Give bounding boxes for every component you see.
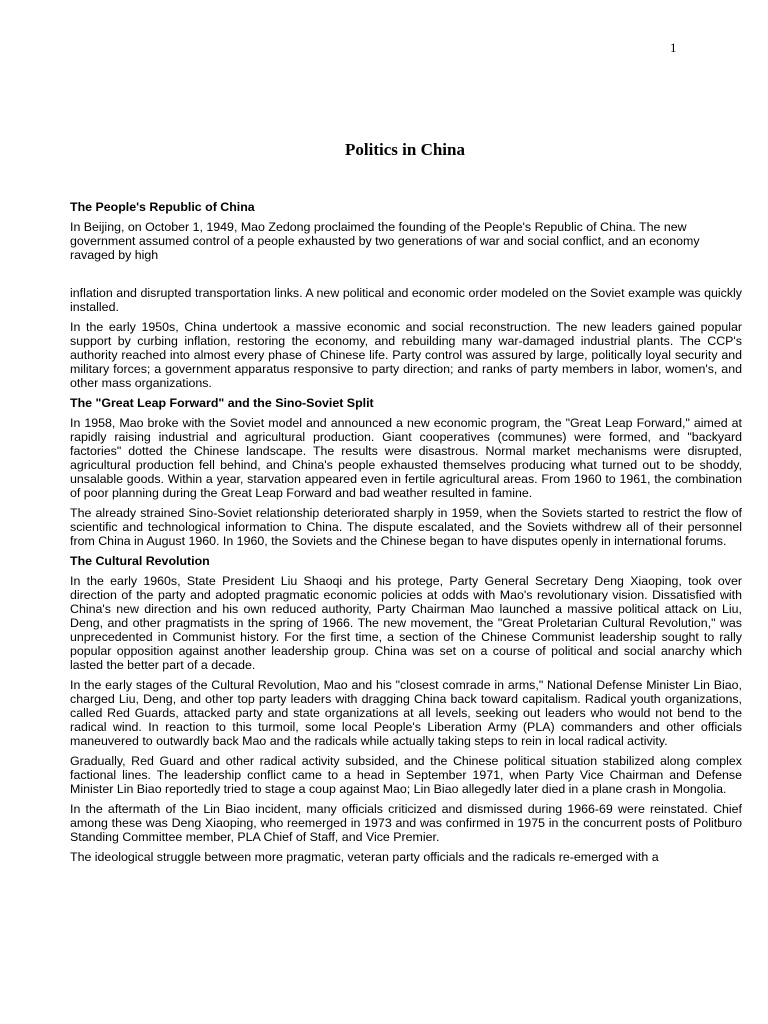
paragraph: The already strained Sino-Soviet relationship deteriorated sharply in 1959, when the Soviets started to restrict the flow of scientific and technological information to China. The dispute escalated, and the Soviets withdrew all of their personnel from China in August 1960. In 1960, the Soviets and the Chinese began to have disputes openly in international forums. [70, 506, 742, 548]
paragraph: The ideological struggle between more pragmatic, veteran party officials and the radicals re-emerged with a [70, 850, 659, 864]
document-body [70, 200, 742, 870]
paragraph: In Beijing, on October 1, 1949, Mao Zedong proclaimed the founding of the People's Republic of China. The new government assumed control of a people exhausted by two generations of war and social conflict, and an economy ravaged by high [70, 220, 700, 262]
page-title: Politics in China [345, 140, 465, 159]
section-heading-great-leap: The "Great Leap Forward" and the Sino-Soviet Split [70, 396, 374, 410]
page-break-gap [70, 268, 742, 286]
section-heading-prc: The People's Republic of China [70, 200, 255, 214]
section-heading-cultural-revolution: The Cultural Revolution [70, 554, 210, 568]
paragraph: In the early stages of the Cultural Revolution, Mao and his "closest comrade in arms," National Defense Minister Lin Biao, charged Liu, Deng, and other top party leaders with dragging China back toward capitalism. Radical youth organizations, called Red Guards, attacked party and state organizations at all levels, seeking out leaders who would not bend to the radical wind. In reaction to this turmoil, some local People's Liberation Army (PLA) commanders and other officials maneuvered to outwardly back Mao and the radicals while actually taking steps to rein in local radical activity. [70, 678, 742, 748]
paragraph: In the early 1950s, China undertook a massive economic and social reconstruction. The new leaders gained popular support by curbing inflation, restoring the economy, and rebuilding many war-damaged industrial plants. The CCP's authority reached into almost every phase of Chinese life. Party control was assured by large, politically loyal security and military forces; a government apparatus responsive to party direction; and ranks of party members in labor, women's, and other mass organizations. [70, 320, 742, 390]
paragraph: Gradually, Red Guard and other radical activity subsided, and the Chinese political situation stabilized along complex factional lines. The leadership conflict came to a head in September 1971, when Party Vice Chairman and Defense Minister Lin Biao reportedly tried to stage a coup against Mao; Lin Biao allegedly later died in a plane crash in Mongolia. [70, 754, 742, 796]
paragraph: inflation and disrupted transportation links. A new political and economic order modeled on the Soviet example was quickly installed. [70, 286, 742, 314]
paragraph: In the aftermath of the Lin Biao incident, many officials criticized and dismissed during 1966-69 were reinstated. Chief among these was Deng Xiaoping, who reemerged in 1973 and was confirmed in 1975 in the concurrent posts of Politburo Standing Committee member, PLA Chief of Staff, and Vice Premier. [70, 802, 742, 844]
paragraph: In the early 1960s, State President Liu Shaoqi and his protege, Party General Secretary Deng Xiaoping, took over direction of the party and adopted pragmatic economic policies at odds with Mao's revolutionary vision. Dissatisfied with China's new direction and his own reduced authority, Party Chairman Mao launched a massive political attack on Liu, Deng, and other pragmatists in the spring of 1966. The new movement, the "Great Proletarian Cultural Revolution," was unprecedented in Communist history. For the first time, a section of the Chinese Communist leadership sought to rally popular opposition against another leadership group. China was set on a course of political and social anarchy which lasted the better part of a decade. [70, 574, 742, 672]
paragraph: In 1958, Mao broke with the Soviet model and announced a new economic program, the "Great Leap Forward," aimed at rapidly raising industrial and agricultural production. Giant cooperatives (communes) were formed, and "backyard factories" dotted the Chinese landscape. The results were disastrous. Normal market mechanisms were disrupted, agricultural production fell behind, and China's people exhausted themselves producing what turned out to be shoddy, unsalable goods. Within a year, starvation appeared even in fertile agricultural areas. From 1960 to 1961, the combination of poor planning during the Great Leap Forward and bad weather resulted in famine. [70, 416, 742, 500]
page-number: 1 [670, 40, 677, 55]
